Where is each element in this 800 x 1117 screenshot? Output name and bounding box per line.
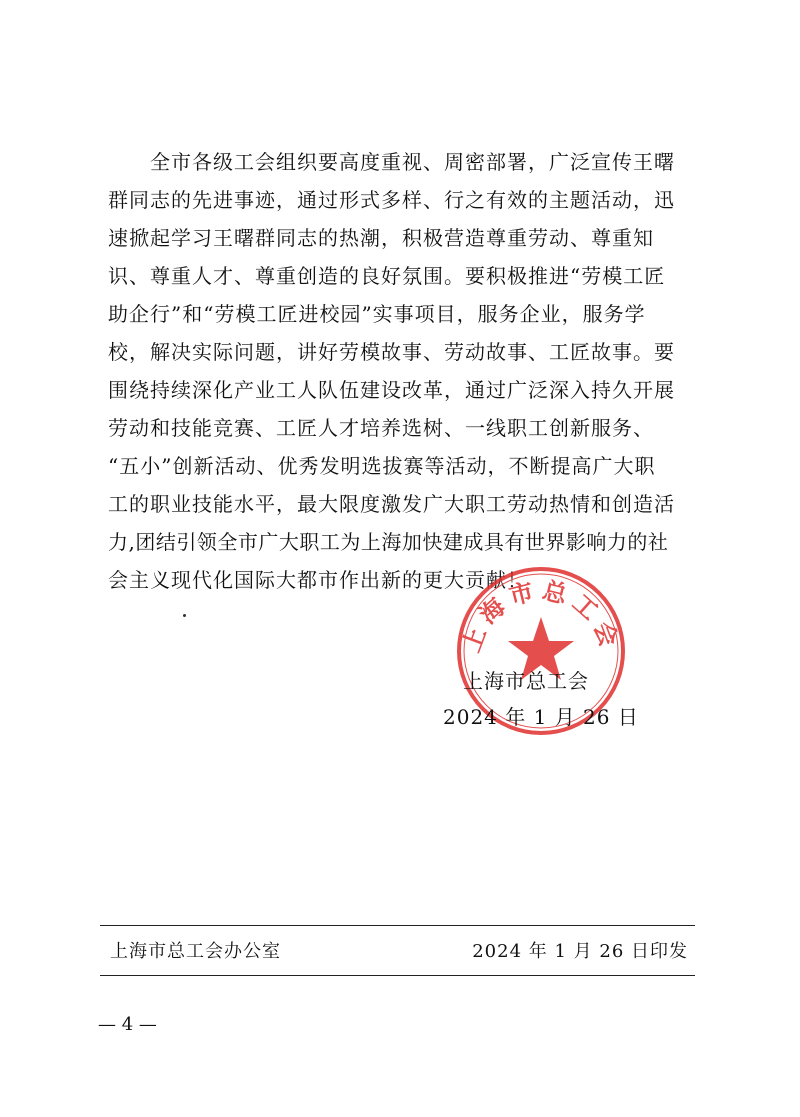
svg-text:上海市总工会: 上海市总工会	[456, 575, 626, 656]
footer-bottom-rule	[100, 975, 695, 976]
paragraph-line-5: 助企行”和“劳模工匠进校园”实事项目，服务企业，服务学	[108, 302, 646, 326]
paragraph-line-2: 群同志的先进事迹，通过形式多样、行之有效的主题活动，迅	[108, 188, 675, 212]
signature-date: 2024 年 1 月 26 日	[443, 705, 639, 729]
footer-top-rule	[100, 925, 695, 926]
paragraph-line-6: 校，解决实际问题，讲好劳模故事、劳动故事、工匠故事。要	[108, 340, 675, 364]
page-number: — 4 —	[98, 1014, 157, 1035]
paragraph-line-1: 全市各级工会组织要高度重视、周密部署，广泛宣传王曙	[150, 150, 675, 174]
stray-dot	[183, 614, 186, 617]
paragraph-line-7: 围绕持续深化产业工人队伍建设改革，通过广泛深入持久开展	[108, 378, 675, 402]
paragraph-line-10: 工的职业技能水平，最大限度激发广大职工劳动热情和创造活	[108, 492, 675, 516]
footer-issue-date: 2024 年 1 月 26 日印发	[472, 941, 688, 962]
signature-organization: 上海市总工会	[463, 669, 589, 693]
paragraph-line-4: 识、尊重人才、尊重创造的良好氛围。要积极推进“劳模工匠	[108, 264, 666, 288]
footer-issuer: 上海市总工会办公室	[110, 941, 281, 962]
paragraph-line-12: 会主义现代化国际大都市作出新的更大贡献！	[108, 568, 528, 592]
paragraph-line-9: “五小”创新活动、优秀发明选拔赛等活动，不断提高广大职	[108, 454, 656, 478]
paragraph-line-11: 力,团结引领全市广大职工为上海加快建成具有世界影响力的社	[108, 530, 669, 554]
paragraph-line-8: 劳动和技能竞赛、工匠人才培养选树、一线职工创新服务、	[108, 416, 654, 440]
paragraph-line-3: 速掀起学习王曙群同志的热潮，积极营造尊重劳动、尊重知	[108, 226, 654, 250]
